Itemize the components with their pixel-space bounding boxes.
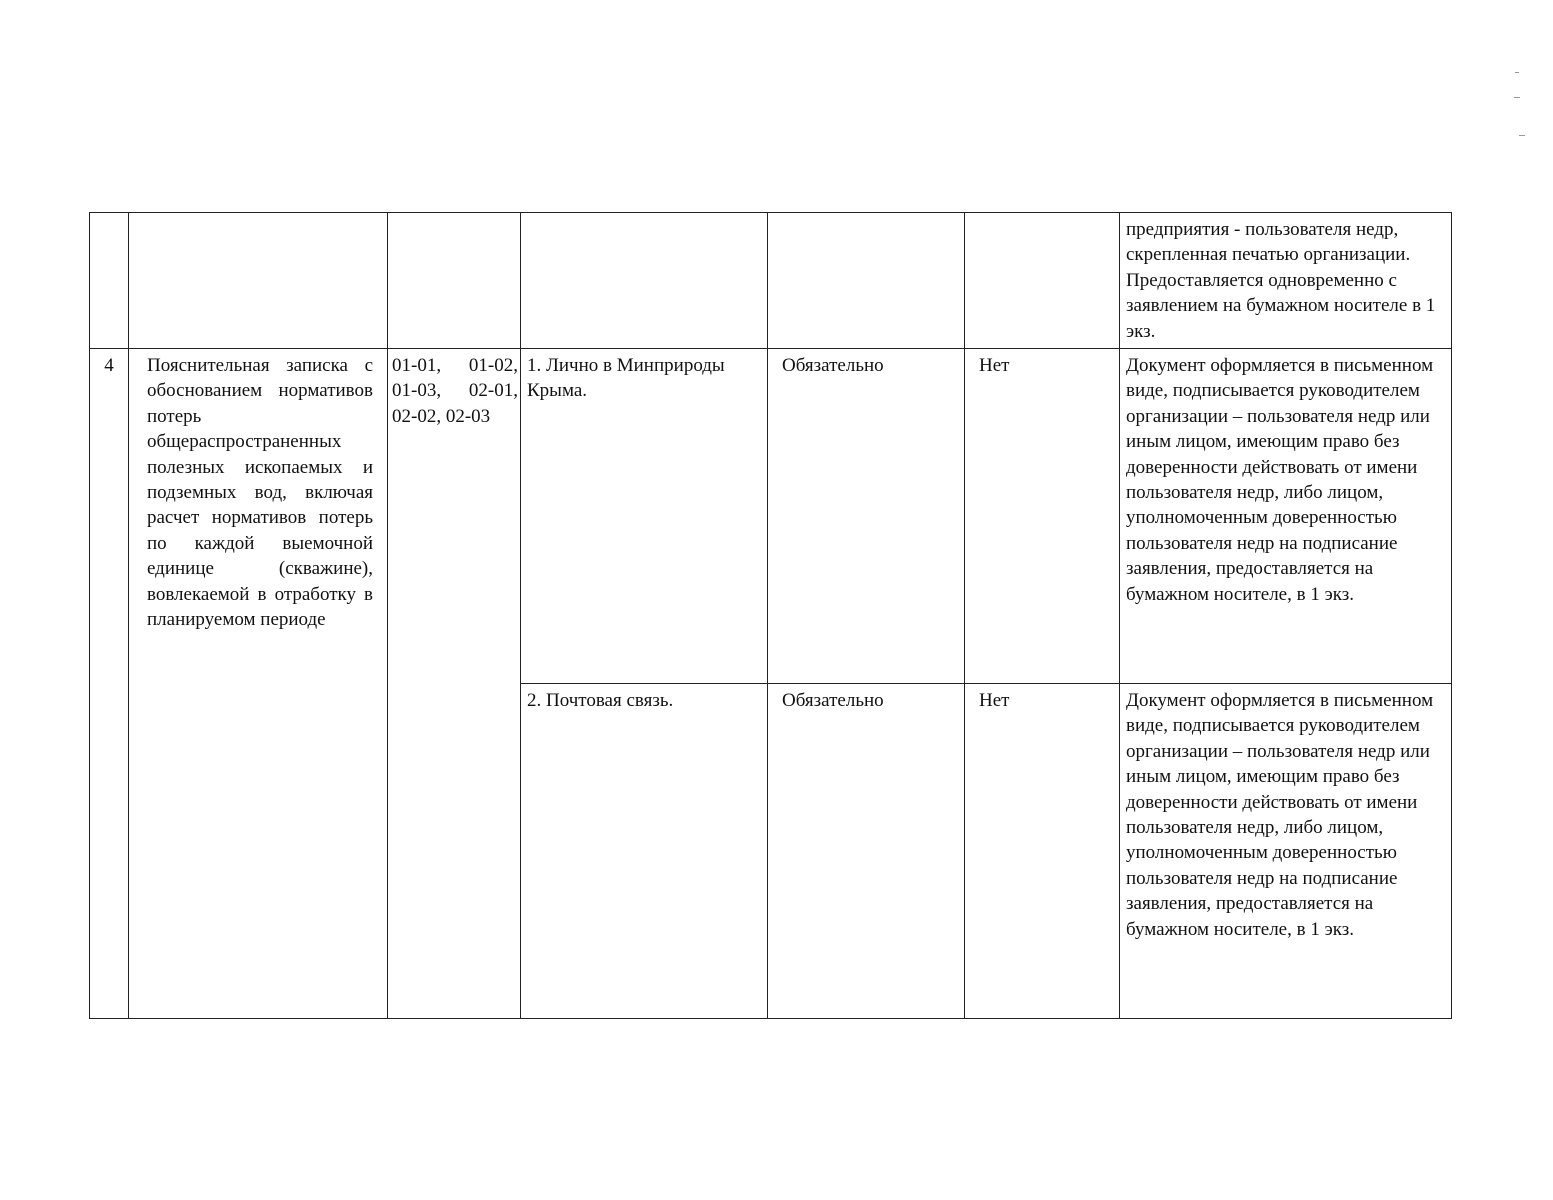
requirements-table: [89, 212, 1452, 1019]
cell-document: [129, 213, 388, 349]
cell-method: [521, 213, 768, 349]
scan-mark: [1514, 97, 1520, 98]
row-number: 4: [90, 349, 129, 1019]
requirement-status: Обязательно: [768, 349, 965, 684]
extra-flag: Нет: [965, 349, 1120, 684]
scan-mark: [1515, 72, 1519, 73]
scan-mark: [1519, 135, 1525, 136]
document-name: Пояснительная записка с обоснованием нормативов потерь общераспространенных полезных ископаемых и подземных вод, включая расчет нормативов потерь по каждой выемочной единице (скважине), вовлекаемой в отработку в планируемом периоде: [129, 349, 388, 1019]
cell-required: [768, 213, 965, 349]
cell-extra: [965, 213, 1120, 349]
extra-flag: Нет: [965, 684, 1120, 1019]
cell-number: [90, 213, 129, 349]
document-notes: Документ оформляется в письменном виде, подписывается руководителем организации – пользователя недр или иным лицом, имеющим право без доверенности действовать от имени пользователя недр, либо лицом, уполномоченным доверенностью пользователя недр на подписание заявления, предоставляется на бумажном носителе, в 1 экз.: [1120, 349, 1452, 684]
table-row-continued: [90, 213, 1452, 349]
requirement-status: Обязательно: [768, 684, 965, 1019]
submission-method: 1. Лично в Минприроды Крыма.: [521, 349, 768, 684]
table-row: [90, 349, 1452, 684]
submission-method: 2. Почтовая связь.: [521, 684, 768, 1019]
document-notes: Документ оформляется в письменном виде, подписывается руководителем организации – пользователя недр или иным лицом, имеющим право без доверенности действовать от имени пользователя недр, либо лицом, уполномоченным доверенностью пользователя недр на подписание заявления, предоставляется на бумажном носителе, в 1 экз.: [1120, 684, 1452, 1019]
cell-notes: предприятия - пользователя недр, скрепленная печатью организации. Предоставляется одновременно с заявлением на бумажном носителе в 1 экз.: [1120, 213, 1452, 349]
service-codes: 01-01, 01-02, 01-03, 02-01, 02-02, 02-03: [388, 349, 521, 1019]
cell-codes: [388, 213, 521, 349]
